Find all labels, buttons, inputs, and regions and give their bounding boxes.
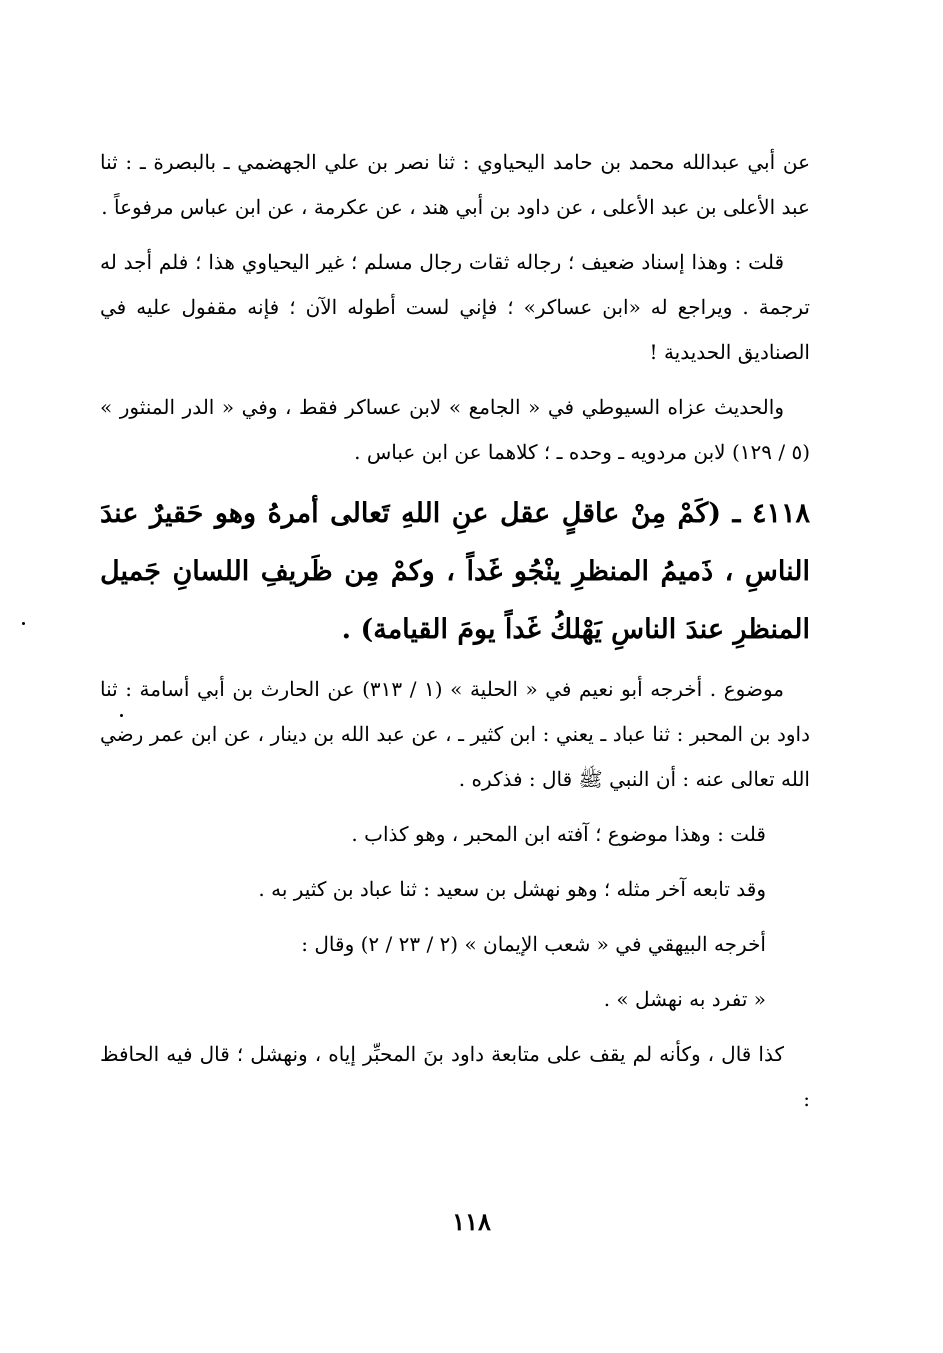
note-line: قلت : وهذا موضوع ؛ آفته ابن المحبر ، وهو كذاب . (351, 822, 766, 846)
hadith-text: ٤١١٨ ـ (كَمْ مِنْ عاقلٍ عقل عنِ اللهِ تَعالى أمرهُ وهو حَقيرٌ عندَ الناسِ ، ذَميمُ المنظرِ ينْجُو غَداً ، وكمْ مِن ظَريفِ اللسانِ جَميل المنظرِ عندَ الناسِ يَهْلكُ غَداً يومَ القيامة) . (100, 498, 810, 645)
page-number: ١١٨ (452, 1207, 491, 1236)
scan-speck (22, 622, 25, 625)
paragraph-closing: كذا قال ، وكأنه لم يقف على متابعة داود بنَ المحبِّر إياه ، ونهشل ؛ قال فيه الحافظ : (100, 1042, 810, 1111)
note-line: وقد تابعه آخر مثله ؛ وهو نهشل بن سعيد : ثنا عباد بن كثير به . (258, 877, 766, 901)
note-line: أخرجه البيهقي في « شعب الإيمان » (٢ / ٢٣ / ٢) وقال : (301, 932, 766, 956)
paragraph-grading: موضوع . أخرجه أبو نعيم في « الحلية » (١ / ٣١٣) عن الحارث بن أبي أسامة : ثنا داود بن المحبر : ثنا عباد ـ يعني : ابن كثير ـ ، عن عبد الله بن دينار ، عن ابن عمر رضي الله تعالى عنه : أن النبي ﷺ قال : فذكره . (100, 677, 810, 791)
quote-line: « تفرد به نهشل » . (603, 987, 766, 1011)
paragraph-isnad: عن أبي عبدالله محمد بن حامد اليحياوي : ثنا نصر بن علي الجهضمي ـ بالبصرة ـ : ثنا عبد الأعلى بن عبد الأعلى ، عن داود بن أبي هند ، عن عكرمة ، عن ابن عباس مرفوعاً . (100, 150, 810, 219)
page-body (100, 140, 810, 1132)
paragraph-attribution: والحديث عزاه السيوطي في « الجامع » لابن عساكر فقط ، وفي « الدر المنثور » (٥ / ١٢٩) لابن مردويه ـ وحده ـ ؛ كلاهما عن ابن عباس . (100, 395, 810, 464)
paragraph-comment: قلت : وهذا إسناد ضعيف ؛ رجاله ثقات رجال مسلم ؛ غير اليحياوي هذا ؛ فلم أجد له ترجمة . ويراجع له «ابن عساكر» ؛ فإني لست أطوله الآن ؛ فإنه مقفول عليه في الصناديق الحديدية ! (100, 250, 810, 364)
scan-speck (120, 714, 123, 717)
